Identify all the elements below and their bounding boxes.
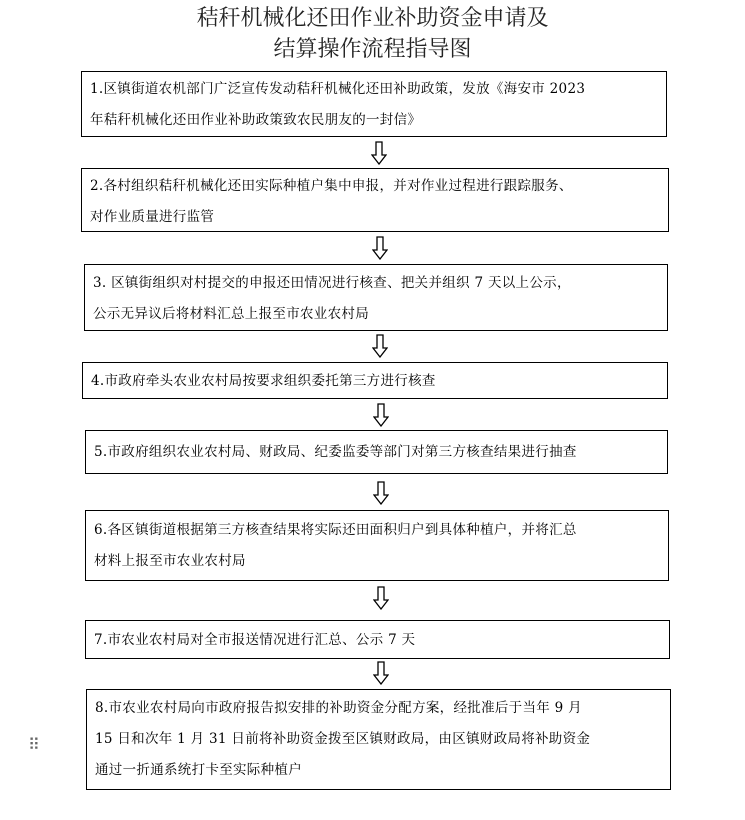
drag-handle-icon[interactable]: ⠿ [28,735,40,754]
step-6-line-2: 材料上报至市农业农村局 [94,553,246,569]
step-box-8 [86,689,671,790]
step-2-line-2: 对作业质量进行监管 [90,209,215,225]
step-box-5 [85,430,668,474]
step-3-line-1: 3. 区镇街组织对村提交的申报还田情况进行核查、把关并组织 7 天以上公示， [93,275,571,291]
step-4-line-1: 4.市政府牵头农业农村局按要求组织委托第三方进行核查 [91,373,436,389]
down-arrow-icon [371,141,387,165]
title-line-1: 秸秆机械化还田作业补助资金申请及 [196,6,549,31]
step-box-1 [81,71,667,137]
step-7-line-1: 7.市农业农村局对全市报送情况进行汇总、公示 7 天 [94,632,416,648]
step-box-2 [81,168,669,232]
step-box-4 [82,362,668,399]
down-arrow-icon [372,236,388,260]
down-arrow-icon [372,334,388,358]
down-arrow-icon [373,481,389,505]
step-1-line-2: 年秸秆机械化还田作业补助政策致农民朋友的一封信》 [90,112,422,128]
step-8-line-3: 通过一折通系统打卡至实际种植户 [95,762,302,778]
down-arrow-icon [373,661,389,685]
down-arrow-icon [373,403,389,427]
step-3-line-2: 公示无异议后将材料汇总上报至市农业农村局 [93,306,369,322]
step-box-7 [85,620,670,659]
step-box-6 [85,510,669,581]
step-8-line-1: 8.市农业农村局向市政府报告拟安排的补助资金分配方案，经批准后于当年 9 月 [95,700,582,716]
down-arrow-icon [373,586,389,610]
step-5-line-1: 5.市政府组织农业农村局、财政局、纪委监委等部门对第三方核查结果进行抽查 [94,444,577,460]
step-1-line-1: 1.区镇街道农机部门广泛宣传发动秸秆机械化还田补助政策，发放《海安市 2023 [90,81,586,97]
title-line-2: 结算操作流程指导图 [273,37,472,62]
step-2-line-1: 2.各村组织秸秆机械化还田实际种植户集中申报，并对作业过程进行跟踪服务、 [90,178,573,194]
step-8-line-2: 15 日和次年 1 月 31 日前将补助资金拨至区镇财政局，由区镇财政局将补助资金 [95,731,591,747]
step-6-line-1: 6.各区镇街道根据第三方核查结果将实际还田面积归户到具体种植户，并将汇总 [94,522,577,538]
step-box-3 [84,264,668,331]
